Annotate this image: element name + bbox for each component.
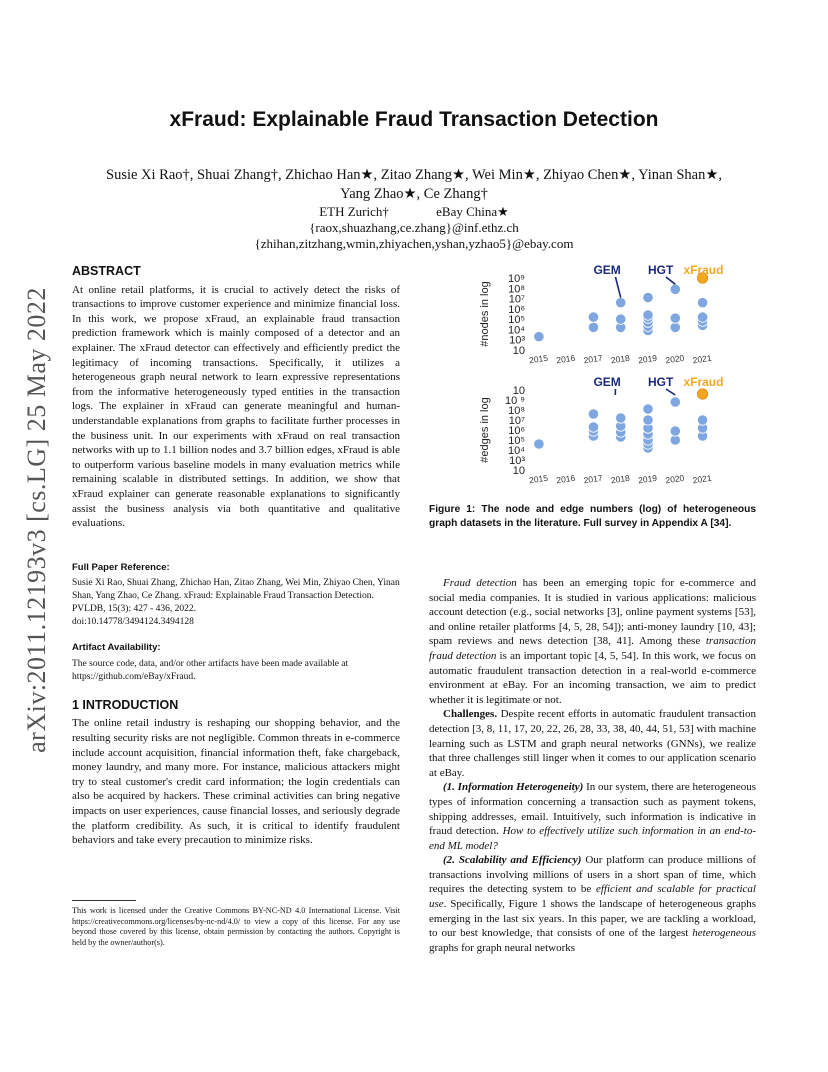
data-point — [670, 322, 680, 332]
y-axis-label: #edges in log — [479, 397, 491, 463]
annotation-arrow — [615, 277, 620, 298]
scalability-label: (2. Scalability and Efficiency) — [443, 854, 582, 867]
left-column — [72, 264, 400, 848]
annotation-arrow — [666, 277, 675, 284]
p1-text-b: is an important topic [4, 5, 54]. In this work, we focus on automatic fraudulent transaction detection in a real-world e-commerce environment at eBay. For an incoming transaction, we aim to predict whether it is legitimate or not. — [429, 649, 756, 706]
reference-text: Susie Xi Rao, Shuai Zhang, Zhichao Han, Zitao Zhang, Wei Min, Zhiyao Chen, Yinan Shan, Yang Zhao, Ce Zhang. xFraud: Explainable Fraud Transaction Detection. PVLDB, 15(3): 427 - 436, 2022. — [72, 578, 400, 615]
data-point — [643, 404, 653, 414]
data-point — [670, 426, 680, 436]
introduction-text: The online retail industry is reshaping our shopping behavior, and the resulting security risks are not negligible. Common threats in e-commerce include account acquisition, financial information theft, fake chargeback, money laundry, and many more. For instance, malicious attackers might try to steal customer's credit card information; the login credentials can also be acquired by hackers. These criminal activities can bring negative impacts on user experiences, cause financial losses, and seriously degrade the platform credibility. As such, it is critical to identify fraudulent behaviors and take every precaution to minimize risks. — [72, 717, 400, 847]
data-point — [697, 415, 707, 425]
y-tick-label: 10 — [512, 345, 525, 357]
fraud-detection-paragraph — [429, 576, 756, 707]
annotation-gem: GEM — [593, 375, 621, 389]
affiliation-eth: ETH Zurich† — [319, 204, 389, 219]
affiliation-ebay: eBay China★ — [436, 204, 509, 219]
x-tick-label: 2015 — [528, 472, 549, 486]
arxiv-id-text: arXiv:2011.12193v3 [cs.LG] 25 May 2022 — [22, 287, 51, 753]
author-list — [80, 166, 748, 204]
challenges-paragraph — [429, 707, 756, 780]
y-tick-label: 10⁵ — [508, 314, 525, 327]
data-point — [697, 297, 707, 307]
artifact-text: The source code, data, and/or other artifacts have been made available at https://github.com/eBay/xFraud. — [72, 658, 349, 682]
y-tick-label: 10⁷ — [508, 293, 525, 306]
data-point — [670, 284, 680, 294]
figure-caption: Figure 1: The node and edge numbers (log) of heterogeneous graph datasets in the literature. Full survey in Appendix A [34]. — [429, 504, 756, 529]
y-tick-label: 10⁸ — [508, 405, 525, 417]
license-footnote: This work is licensed under the Creative Commons BY-NC-ND 4.0 International License. Visit https://creativecommons.org/licenses/by-nc-nd/4.0/ to view a copy of this license. For any use beyond those covered by this license, obtain permission by contacting the authors. Copyright is held by the owner/author(s). — [72, 906, 400, 947]
data-point — [616, 297, 626, 307]
figure-1 — [470, 256, 730, 488]
right-column — [429, 576, 756, 955]
y-tick-label: 10 ⁹ — [504, 395, 525, 407]
authors-line-2: Yang Zhao★, Ce Zhang† — [340, 186, 488, 202]
term-transaction-fraud: transaction fraud detection — [429, 635, 756, 662]
data-point — [588, 422, 598, 432]
email-eth[interactable]: {raox,shuazhang,ce.zhang}@inf.ethz.ch — [309, 220, 519, 235]
data-point — [588, 409, 598, 419]
x-tick-label: 2020 — [664, 472, 685, 486]
y-tick-label: 10⁴ — [508, 445, 525, 457]
challenges-label: Challenges. — [443, 708, 498, 721]
p4-text-b: . Specifically, Figure 1 shows the landscape of heterogeneous graphs emerging in the last six years. In this paper, we are tackling a workload, to our best knowledge, that consists of one of the largest — [429, 898, 756, 940]
annotation-xfraud: xFraud — [683, 263, 724, 277]
introduction-heading: 1 INTRODUCTION — [72, 697, 179, 712]
heterogeneity-paragraph — [429, 780, 756, 853]
x-tick-label: 2018 — [610, 472, 631, 486]
x-tick-label: 2020 — [664, 352, 685, 366]
p4-em-b: heterogeneous — [692, 927, 756, 940]
email-ebay[interactable]: {zhihan,zitzhang,wmin,zhiyachen,yshan,yzhao5}@ebay.com — [254, 236, 574, 251]
data-point — [670, 313, 680, 323]
abstract-heading: ABSTRACT — [72, 264, 141, 278]
data-point — [643, 292, 653, 302]
p3-text: In our system, there are heterogeneous types of information concerning a transaction such as payment tokens, shipping addresses, email. Intuitively, such information is indicative in fraud detection. — [429, 781, 756, 838]
y-tick-label: 10⁹ — [508, 273, 525, 285]
x-tick-label: 2018 — [610, 352, 631, 366]
data-point — [643, 415, 653, 425]
x-tick-label: 2021 — [692, 352, 713, 366]
x-tick-label: 2016 — [555, 352, 576, 366]
data-point — [588, 322, 598, 332]
annotation-gem: GEM — [593, 263, 621, 277]
x-tick-label: 2015 — [528, 352, 549, 366]
p4-text-a: Our platform can produce millions of transactions involving millions of users in a short span of time, which requires the detecting system to be — [429, 854, 756, 896]
affiliations — [0, 204, 828, 252]
xfraud-point — [697, 389, 707, 399]
term-fraud-detection: Fraud detection — [443, 577, 517, 589]
y-axis-label: #nodes in log — [479, 281, 491, 347]
y-tick-label: 10⁶ — [508, 303, 525, 316]
data-point — [616, 314, 626, 324]
p2-text: Despite recent efforts in automatic fraudulent transaction detection [3, 8, 11, 17, 20, 22, 26, 28, 33, 38, 40, 44, 51, 53] with machine learning such as LSTM and graph neural networks (GNNs), we realize that three challenges still linger when it comes to our application scenario at eBay. — [429, 708, 756, 779]
p4-em-a: efficient and scalable for practical use — [429, 883, 756, 911]
data-point — [697, 312, 707, 322]
y-tick-label: 10⁷ — [508, 415, 525, 427]
y-tick-label: 10⁸ — [508, 283, 525, 296]
y-tick-label: 10 — [512, 465, 525, 477]
y-tick-label: 10⁵ — [508, 435, 525, 447]
footnote-rule — [72, 900, 136, 901]
x-tick-label: 2019 — [637, 352, 658, 366]
scalability-paragraph — [429, 853, 756, 955]
abstract-text: At online retail platforms, it is crucial to actively detect the risks of transactions to improve customer experience and minimize financial loss. In this work, we propose xFraud, an explainable fraud transaction prediction framework which is mainly composed of a detector and an explainer. The xFraud detector can effectively and efficiently predict the legitimacy of incoming transactions. Specifically, it utilizes a heterogeneous graph neural network to learn expressive representations from the informative heterogeneously typed entities in the transaction logs. The explainer in xFraud can generate meaningful and human-understandable explanations from graphs to facilitate further processes in the business unit. In our experiments with xFraud on real transaction networks with up to 1.1 billion nodes and 3.7 billion edges, xFraud is able to outperform various baseline models in many evaluation metrics while remaining scalable in distributed settings. In addition, we show that xFraud explainer can generate reasonable explanations to significantly assist the business analysis via both quantitative and qualitative evaluations. — [72, 283, 400, 530]
data-point — [670, 397, 680, 407]
data-point — [534, 331, 544, 341]
y-tick-label: 10⁶ — [508, 425, 525, 437]
heterogeneity-label: (1. Information Heterogeneity) — [443, 781, 584, 794]
y-tick-label: 10³ — [509, 455, 525, 467]
x-tick-label: 2017 — [582, 472, 604, 486]
reference-heading: Full Paper Reference: — [72, 561, 170, 573]
p1-text-a: has been an emerging topic for e-commerce and social media companies. It is studied in various applications: malicious account detection (e.g., social networks [3], online payment systems [53], and online retailer platforms [4, 5, 28, 54]); anti-money laundry [10, 43]; spam reviews and news detection [38, 41]. Among these — [429, 577, 756, 648]
data-point — [616, 413, 626, 423]
x-tick-label: 2021 — [692, 472, 713, 486]
artifact-heading: Artifact Availability: — [72, 642, 161, 654]
p4-text-c: graphs for graph neural networks — [429, 941, 576, 954]
nodes-chart — [479, 263, 723, 365]
data-point — [588, 312, 598, 322]
annotation-xfraud: xFraud — [683, 375, 724, 389]
data-point — [534, 439, 544, 449]
arxiv-identifier — [20, 280, 54, 760]
reference-doi[interactable]: doi:10.14778/3494124.3494128 — [72, 617, 194, 628]
y-tick-label: 10 — [512, 385, 525, 397]
edges-chart — [479, 375, 723, 485]
x-tick-label: 2019 — [637, 472, 658, 486]
annotation-hgt: HGT — [648, 263, 674, 277]
x-tick-label: 2017 — [582, 352, 604, 366]
x-tick-label: 2016 — [555, 472, 576, 486]
y-tick-label: 10³ — [509, 334, 525, 347]
p3-question: How to effectively utilize such information in an end-to-end ML model? — [429, 825, 756, 852]
data-point — [643, 310, 653, 320]
y-tick-label: 10⁴ — [508, 324, 525, 337]
paper-title: xFraud: Explainable Fraud Transaction Detection — [169, 108, 659, 131]
annotation-arrow — [666, 389, 675, 395]
authors-line-1: Susie Xi Rao†, Shuai Zhang†, Zhichao Han★, Zitao Zhang★, Wei Min★, Zhiyao Chen★, Yinan Shan★, — [106, 167, 722, 183]
annotation-hgt: HGT — [648, 375, 674, 389]
